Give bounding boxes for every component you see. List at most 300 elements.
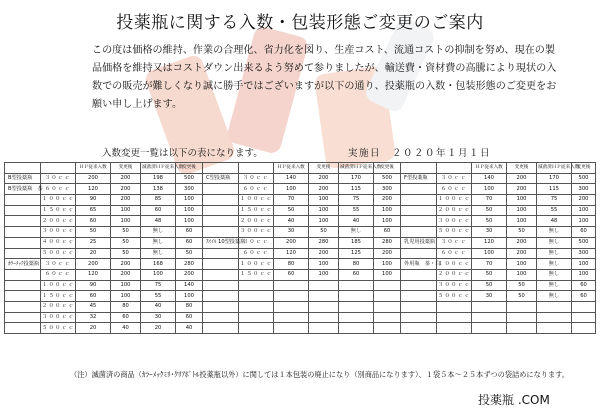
table-cell: １００ｃｃ xyxy=(239,259,274,270)
table-cell: 100 xyxy=(309,216,339,227)
table-cell xyxy=(472,323,507,334)
table-cell: １００ｃｃ xyxy=(437,259,472,270)
table-cell: 100 xyxy=(309,259,339,270)
table-cell: 60 xyxy=(141,205,176,216)
table-cell: 30 xyxy=(472,227,507,238)
table-cell xyxy=(203,248,239,259)
table-cell xyxy=(274,323,309,334)
table-cell xyxy=(339,301,374,312)
table-cell: 60 xyxy=(176,312,203,323)
table-cell xyxy=(5,205,41,216)
table-cell: 乳児用投薬瓶 xyxy=(401,237,437,248)
table-cell: 100 xyxy=(374,269,401,280)
table-cell: 200 xyxy=(111,269,141,280)
table-cell: 100 xyxy=(274,184,309,195)
table-cell: 20 xyxy=(141,323,176,334)
table-cell: 100 xyxy=(309,205,339,216)
table-cell: 45 xyxy=(76,301,111,312)
table-cell xyxy=(203,269,239,280)
table-cell xyxy=(401,195,437,206)
table-cell xyxy=(274,291,309,302)
table-cell xyxy=(274,312,309,323)
table-cell: 40 xyxy=(176,323,203,334)
table-cell: 40 xyxy=(274,216,309,227)
table-row xyxy=(5,269,596,280)
table-cell: 無し xyxy=(537,291,572,302)
table-cell: 90 xyxy=(76,195,111,206)
table-cell xyxy=(507,323,537,334)
table-header-row xyxy=(5,163,596,174)
table-cell: ｽﾏｲﾙ 10型投薬瓶 xyxy=(203,237,239,248)
table-cell: ６０ｃｃ xyxy=(41,269,76,280)
table-cell xyxy=(339,312,374,323)
table-cell xyxy=(203,195,239,206)
table-cell: B型投薬瓶 茶 xyxy=(5,184,41,195)
table-cell: 80 xyxy=(111,301,141,312)
table-cell: １５０ｃｃ xyxy=(41,291,76,302)
table-cell xyxy=(507,312,537,323)
table-cell: 100 xyxy=(472,248,507,259)
table-cell xyxy=(203,216,239,227)
table-cell xyxy=(401,205,437,216)
table-cell: 80 xyxy=(339,259,374,270)
intro-text xyxy=(92,42,562,114)
table-row xyxy=(5,291,596,302)
quantity-change-table xyxy=(4,162,596,334)
table-caption: 入数変更一覧は以下の表になります。 xyxy=(102,148,263,159)
table-cell: 115 xyxy=(339,184,374,195)
table-row xyxy=(5,323,596,334)
table-cell: 60 xyxy=(339,269,374,280)
table-cell xyxy=(203,301,239,312)
table-cell: 無し xyxy=(537,269,572,280)
table-cell xyxy=(507,301,537,312)
table-cell: 60 xyxy=(76,291,111,302)
table-cell: 48 xyxy=(141,216,176,227)
table-cell: 125 xyxy=(339,248,374,259)
table-cell: 100 xyxy=(141,269,176,280)
table-cell xyxy=(239,291,274,302)
table-cell: ２００ｃｃ xyxy=(437,205,472,216)
header-cell: ＨＰ従来入数 xyxy=(274,163,309,174)
table-cell: 100 xyxy=(111,216,141,227)
table-cell: ６０ｃｃ xyxy=(437,184,472,195)
table-cell: ２００ｃｃ xyxy=(41,216,76,227)
table-cell: 60 xyxy=(274,269,309,280)
table-cell xyxy=(374,280,401,291)
table-cell: 200 xyxy=(309,173,339,184)
table-cell xyxy=(309,323,339,334)
table-cell xyxy=(203,205,239,216)
table-cell: 60 xyxy=(176,227,203,238)
table-cell: 50 xyxy=(472,280,507,291)
table-cell: 80 xyxy=(274,259,309,270)
table-cell: 無し xyxy=(339,227,374,238)
table-cell: 55 xyxy=(537,205,572,216)
table-cell: 55 xyxy=(339,205,374,216)
table-cell: ５００ｃｃ xyxy=(41,323,76,334)
table-cell: １００ｃｃ xyxy=(41,280,76,291)
table-cell: B型投薬瓶 xyxy=(5,173,41,184)
table-cell: ４００ｃｃ xyxy=(41,237,76,248)
table-cell: 280 xyxy=(374,237,401,248)
table-cell: ３０ｃｃ xyxy=(41,173,76,184)
table-cell: １５０ｃｃ xyxy=(41,205,76,216)
table-cell xyxy=(5,280,41,291)
table-cell: 50 xyxy=(111,227,141,238)
table-cell: 75 xyxy=(141,280,176,291)
table-cell: 200 xyxy=(111,184,141,195)
table-cell: ５００ｃｃ xyxy=(437,227,472,238)
table-row xyxy=(5,184,596,195)
header-cell: 変更後 xyxy=(309,163,339,174)
table-cell: 200 xyxy=(374,248,401,259)
table-cell xyxy=(374,312,401,323)
intro-line: 願い申し上げます。 xyxy=(92,99,183,110)
table-cell xyxy=(537,323,572,334)
table-cell: 60 xyxy=(572,291,596,302)
table-cell: 200 xyxy=(76,173,111,184)
table-cell: 100 xyxy=(374,205,401,216)
table-cell xyxy=(203,291,239,302)
table-cell: ２００ｃｃ xyxy=(239,216,274,227)
table-cell xyxy=(5,195,41,206)
table-cell: ３００ｃｃ xyxy=(437,280,472,291)
table-cell: 100 xyxy=(111,205,141,216)
table-cell xyxy=(401,248,437,259)
table-cell: 500 xyxy=(572,237,596,248)
table-cell xyxy=(309,301,339,312)
table-cell: 100 xyxy=(309,269,339,280)
table-cell: １５０ｃｃ xyxy=(239,205,274,216)
table-cell: 280 xyxy=(176,259,203,270)
table-cell: 50 xyxy=(176,248,203,259)
header-cell: 滅菌済ＨＰ従来入数 xyxy=(141,163,176,174)
header-cell xyxy=(401,163,437,174)
table-cell: ３００ｃｃ xyxy=(41,312,76,323)
table-cell xyxy=(309,291,339,302)
table-cell: 185 xyxy=(339,237,374,248)
table-cell: 100 xyxy=(374,259,401,270)
table-cell: 50 xyxy=(472,216,507,227)
table-cell: ３０ｃｃ xyxy=(437,173,472,184)
table-cell: 無し xyxy=(141,248,176,259)
table-cell xyxy=(5,237,41,248)
table-cell xyxy=(437,323,472,334)
table-cell xyxy=(374,323,401,334)
table-cell: 200 xyxy=(309,248,339,259)
table-cell xyxy=(401,301,437,312)
table-cell: ２００ｃｃ xyxy=(437,269,472,280)
table-cell xyxy=(537,301,572,312)
table-cell: 無し xyxy=(537,259,572,270)
table-cell: ３００ｃｃ xyxy=(437,216,472,227)
footnote: （注）滅菌済の商品（ｶﾗｰﾒｯｸﾐﾘ･ｸﾘｱﾎﾞﾄﾙ投薬瓶以外）に関しては１本包装の廃止になり（別商品になります）、１袋５本～２５本ずつの袋詰めになります。 xyxy=(70,370,569,379)
table-cell xyxy=(572,323,596,334)
table-cell: 100 xyxy=(111,291,141,302)
table-cell: 100 xyxy=(176,205,203,216)
table-cell: 100 xyxy=(111,280,141,291)
table-cell xyxy=(203,184,239,195)
table-cell: 60 xyxy=(572,280,596,291)
table-cell: 100 xyxy=(309,195,339,206)
table-cell xyxy=(5,216,41,227)
table-cell: 100 xyxy=(507,195,537,206)
table-cell: 170 xyxy=(537,173,572,184)
table-row xyxy=(5,205,596,216)
table-cell: 50 xyxy=(76,227,111,238)
table-cell xyxy=(339,291,374,302)
table-cell xyxy=(309,280,339,291)
table-cell xyxy=(401,291,437,302)
table-cell: 無し xyxy=(141,237,176,248)
table-cell: 170 xyxy=(339,173,374,184)
table-cell: ３０ｃｃ xyxy=(41,259,76,270)
table-cell xyxy=(401,323,437,334)
header-cell: 変更後 xyxy=(111,163,141,174)
table-cell: 20 xyxy=(76,248,111,259)
table-cell: 200 xyxy=(111,195,141,206)
header-cell xyxy=(5,163,41,174)
table-cell: 200 xyxy=(309,184,339,195)
table-cell: ３０ｃｃ xyxy=(239,237,274,248)
table-cell: 500 xyxy=(572,173,596,184)
table-cell xyxy=(572,301,596,312)
table-cell xyxy=(401,184,437,195)
table-cell xyxy=(339,323,374,334)
table-cell: 100 xyxy=(507,205,537,216)
table-cell xyxy=(274,280,309,291)
table-row xyxy=(5,237,596,248)
table-cell xyxy=(339,280,374,291)
table-cell: 140 xyxy=(472,173,507,184)
header-cell xyxy=(41,163,76,174)
page-title: 投薬瓶に関する入数・包装形態ご変更のご案内 xyxy=(116,13,484,33)
table-cell xyxy=(5,248,41,259)
table-cell: 75 xyxy=(537,195,572,206)
table-cell xyxy=(203,323,239,334)
table-cell: 100 xyxy=(572,216,596,227)
table-cell: ６０ｃｃ xyxy=(437,248,472,259)
table-row xyxy=(5,280,596,291)
table-cell xyxy=(572,312,596,323)
table-cell xyxy=(309,312,339,323)
table-cell xyxy=(5,269,41,280)
table-row xyxy=(5,173,596,184)
header-cell: 滅菌済ＨＰ従来入数 xyxy=(537,163,572,174)
header-cell: 変更後 xyxy=(374,163,401,174)
table-cell: 200 xyxy=(507,184,537,195)
table-cell: ６０ｃｃ xyxy=(239,184,274,195)
table-cell: ６０ｃｃ xyxy=(41,184,76,195)
table-cell: ｶﾗｰﾒｯｸ投薬瓶 xyxy=(5,259,41,270)
header-cell: 滅菌済ＨＰ従来入数 xyxy=(339,163,374,174)
table-cell: 300 xyxy=(176,184,203,195)
table-cell: 100 xyxy=(572,205,596,216)
intro-line: 品価格を維持又はコストダウン出来るよう努めて参りましたが、輸送費・資材費の高騰により現状の入 xyxy=(92,63,557,74)
table-cell: 200 xyxy=(76,259,111,270)
table-cell: 138 xyxy=(141,184,176,195)
table-cell: 200 xyxy=(572,195,596,206)
table-cell xyxy=(401,227,437,238)
table-cell: 65 xyxy=(76,205,111,216)
table-cell: 280 xyxy=(309,237,339,248)
table-cell: 120 xyxy=(76,184,111,195)
table-cell: 50 xyxy=(507,291,537,302)
table-cell xyxy=(239,312,274,323)
table-row xyxy=(5,301,596,312)
table-cell xyxy=(472,301,507,312)
table-cell: 200 xyxy=(507,248,537,259)
table-cell xyxy=(203,227,239,238)
table-cell xyxy=(374,301,401,312)
table-cell: 50 xyxy=(274,205,309,216)
table-row xyxy=(5,216,596,227)
table-cell: 48 xyxy=(537,216,572,227)
table-cell: １００ｃｃ xyxy=(239,195,274,206)
table-cell xyxy=(437,301,472,312)
table-cell: 100 xyxy=(507,269,537,280)
table-cell: 100 xyxy=(374,216,401,227)
table-cell: 115 xyxy=(537,184,572,195)
table-cell: 75 xyxy=(339,195,374,206)
table-cell: 無し xyxy=(537,227,572,238)
table-cell: 70 xyxy=(274,195,309,206)
table-cell: 200 xyxy=(374,195,401,206)
table-cell: 無し xyxy=(537,280,572,291)
table-cell: 50 xyxy=(111,248,141,259)
table-cell: 200 xyxy=(111,173,141,184)
table-cell: 100 xyxy=(572,259,596,270)
table-cell: 50 xyxy=(309,227,339,238)
table-cell: ６０ｃｃ xyxy=(239,248,274,259)
table-cell xyxy=(537,312,572,323)
table-cell: 300 xyxy=(572,184,596,195)
table-cell: 50 xyxy=(472,205,507,216)
footer-brand: 投薬瓶 .COM xyxy=(478,393,550,407)
header-cell: ＨＰ従来入数 xyxy=(472,163,507,174)
header-cell: ＨＰ従来入数 xyxy=(76,163,111,174)
table-cell: 100 xyxy=(507,259,537,270)
table-cell xyxy=(401,312,437,323)
table-cell xyxy=(239,301,274,312)
table-cell: ３００ｃｃ xyxy=(239,227,274,238)
table-cell: ５００ｃｃ xyxy=(41,248,76,259)
table-cell: 40 xyxy=(339,216,374,227)
table-cell: 80 xyxy=(176,301,203,312)
table-cell: 500 xyxy=(374,173,401,184)
table-cell: 60 xyxy=(76,216,111,227)
header-cell xyxy=(239,163,274,174)
table-cell: 85 xyxy=(141,195,176,206)
table-cell xyxy=(437,312,472,323)
table-cell: 無し xyxy=(537,248,572,259)
table-cell: 100 xyxy=(472,184,507,195)
table-cell: 120 xyxy=(274,248,309,259)
table-cell: １００ｃｃ xyxy=(437,195,472,206)
table-cell xyxy=(401,216,437,227)
table-cell: 20 xyxy=(76,323,111,334)
table-cell: 32 xyxy=(76,312,111,323)
table-cell: 60 xyxy=(572,227,596,238)
table-cell: 外用瓶 茶・白 xyxy=(401,259,437,270)
table-cell: 140 xyxy=(274,173,309,184)
table-cell: 55 xyxy=(141,291,176,302)
table-cell: C型投薬瓶 xyxy=(203,173,239,184)
table-cell: 100 xyxy=(572,269,596,280)
table-cell: ２００ｃｃ xyxy=(41,301,76,312)
table-cell xyxy=(274,301,309,312)
table-cell: 100 xyxy=(176,291,203,302)
table-row xyxy=(5,248,596,259)
header-cell: 変更後 xyxy=(507,163,537,174)
effective-date: 実施日 ２０２０年１月１日 xyxy=(348,148,492,159)
table-cell: 50 xyxy=(507,280,537,291)
table-cell: 30 xyxy=(141,312,176,323)
table-cell: 60 xyxy=(111,312,141,323)
table-cell: 140 xyxy=(176,280,203,291)
table-cell: 120 xyxy=(76,269,111,280)
table-cell xyxy=(5,312,41,323)
table-cell: 60 xyxy=(374,227,401,238)
table-cell: 200 xyxy=(507,237,537,248)
table-cell: 50 xyxy=(111,237,141,248)
table-cell: 100 xyxy=(176,195,203,206)
table-cell: 200 xyxy=(111,259,141,270)
header-cell: 変更後 xyxy=(572,163,596,174)
table-cell: 200 xyxy=(176,269,203,280)
table-cell xyxy=(239,323,274,334)
table-cell: 300 xyxy=(374,184,401,195)
table-cell: 30 xyxy=(274,227,309,238)
header-cell xyxy=(203,163,239,174)
table-cell: 70 xyxy=(472,195,507,206)
table-cell xyxy=(203,312,239,323)
table-cell: 40 xyxy=(111,323,141,334)
table-row xyxy=(5,195,596,206)
table-cell: ３０ｃｃ xyxy=(239,173,274,184)
table-cell: 198 xyxy=(141,173,176,184)
table-row xyxy=(5,312,596,323)
table-cell xyxy=(5,291,41,302)
table-cell: 200 xyxy=(274,237,309,248)
table-cell xyxy=(374,291,401,302)
table-cell: 70 xyxy=(472,259,507,270)
table-cell: 無し xyxy=(537,237,572,248)
table-cell: 500 xyxy=(176,173,203,184)
table-cell: F型投薬瓶 xyxy=(401,173,437,184)
table-cell: 40 xyxy=(141,301,176,312)
table-cell: ３００ｃｃ xyxy=(41,227,76,238)
table-cell: 30 xyxy=(472,291,507,302)
table-cell xyxy=(5,301,41,312)
table-cell: 120 xyxy=(472,237,507,248)
intro-line: 数での販売が難しくなり誠に勝手ではございますが以下の通り、投薬瓶の入数・包装形態のご変更をお xyxy=(92,81,557,92)
table-cell xyxy=(5,227,41,238)
table-cell xyxy=(401,269,437,280)
table-cell: 無し xyxy=(141,227,176,238)
table-cell xyxy=(5,323,41,334)
table-cell: 60 xyxy=(176,237,203,248)
table-cell: 50 xyxy=(472,269,507,280)
table-cell xyxy=(401,280,437,291)
table-cell xyxy=(239,280,274,291)
table-cell: ５００ｃｃ xyxy=(437,291,472,302)
table-row xyxy=(5,259,596,270)
header-cell xyxy=(437,163,472,174)
table-cell xyxy=(203,280,239,291)
table-cell: 25 xyxy=(76,237,111,248)
